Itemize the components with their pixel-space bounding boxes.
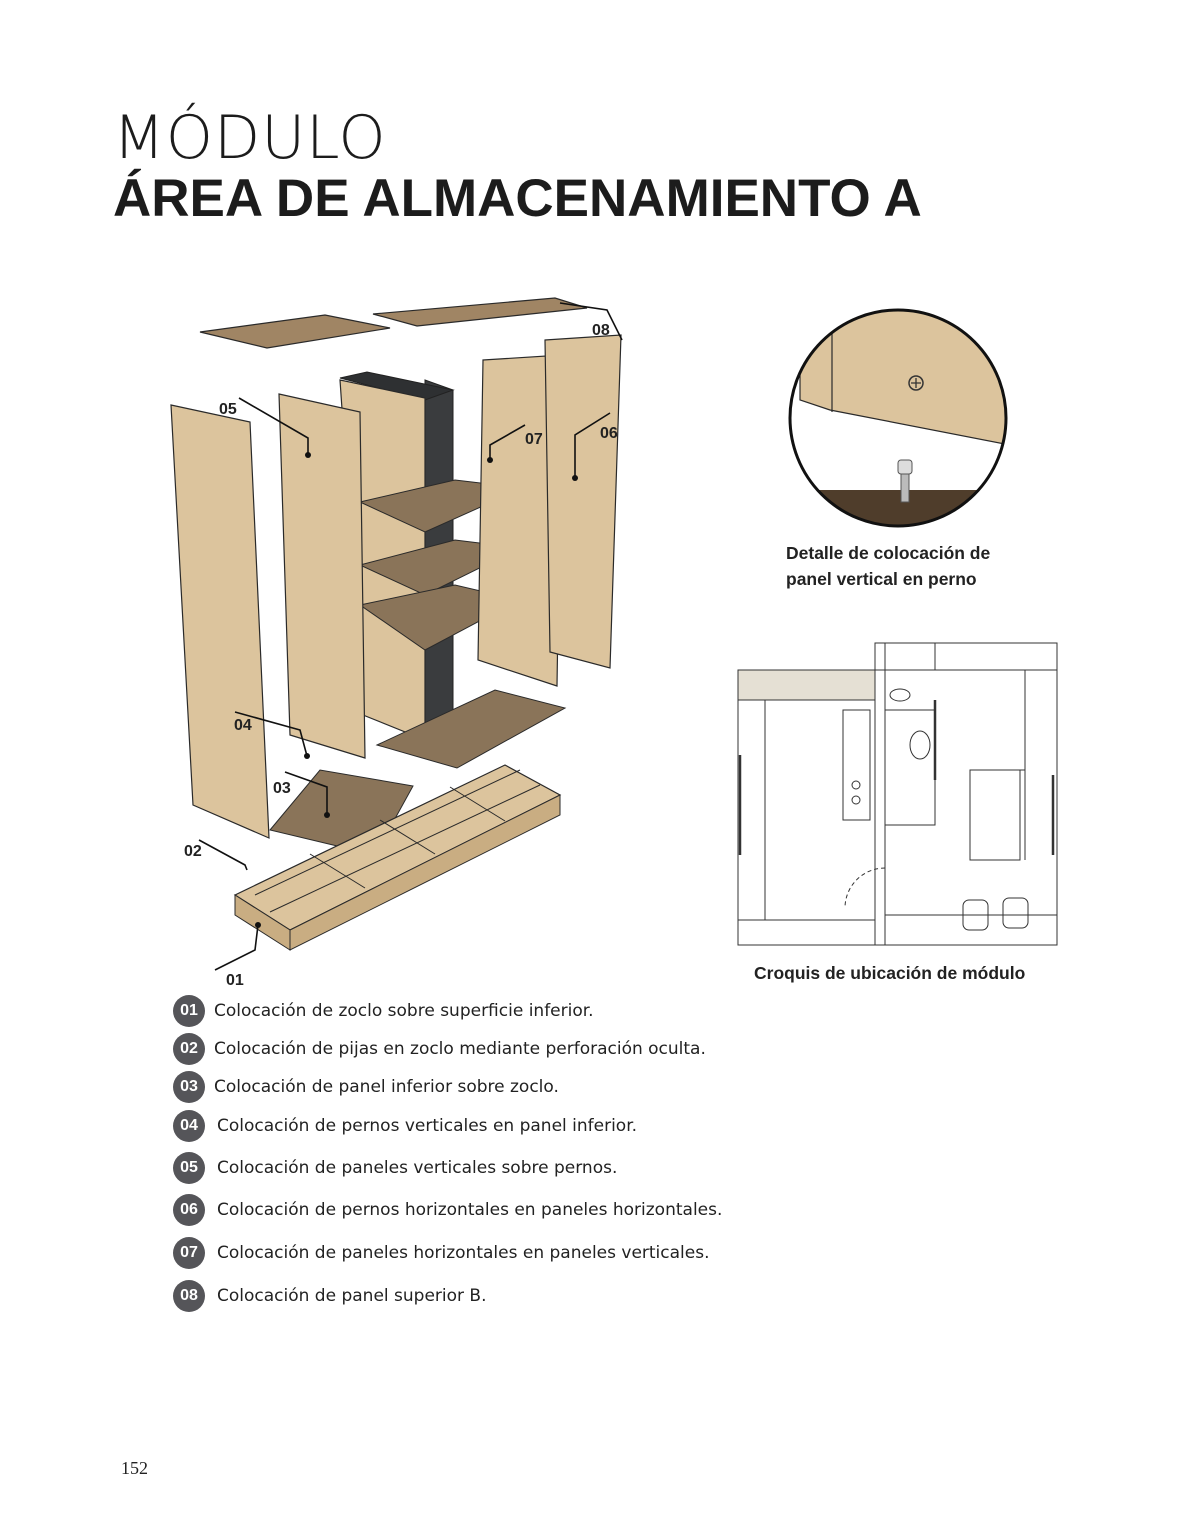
diagram-label-03: 03 xyxy=(273,780,291,797)
detail-caption-line-2: panel vertical en perno xyxy=(786,569,977,589)
step-text: Colocación de paneles verticales sobre pernos. xyxy=(217,1158,618,1178)
diagram-label-02: 02 xyxy=(184,843,202,860)
step-item xyxy=(173,1194,722,1226)
diagram-label-06: 06 xyxy=(600,425,618,442)
title-line-2: ÁREA DE ALMACENAMIENTO A xyxy=(113,169,922,228)
plan-caption: Croquis de ubicación de módulo xyxy=(754,963,1026,983)
title-line-1: MÓDULO xyxy=(113,103,387,173)
diagram-label-01: 01 xyxy=(226,972,244,989)
step-number-badge: 05 xyxy=(173,1152,205,1184)
panel-05 xyxy=(279,394,365,758)
panel-left-outer xyxy=(171,405,269,838)
step-number-badge: 01 xyxy=(173,995,205,1027)
exploded-assembly-diagram xyxy=(95,270,725,1000)
step-item xyxy=(173,1237,710,1269)
page-number: 152 xyxy=(121,1458,148,1478)
detail-caption-line-1: Detalle de colocación de xyxy=(786,543,991,563)
step-item xyxy=(173,1280,487,1312)
top-panel-left xyxy=(200,315,390,348)
panel-06 xyxy=(545,335,621,668)
top-panel-right xyxy=(373,298,587,326)
step-text: Colocación de panel superior B. xyxy=(217,1286,487,1306)
step-text: Colocación de paneles horizontales en paneles verticales. xyxy=(217,1243,710,1263)
step-number-badge: 08 xyxy=(173,1280,205,1312)
step-item xyxy=(173,1110,637,1142)
step-number-badge: 03 xyxy=(173,1071,205,1103)
step-number-badge: 04 xyxy=(173,1110,205,1142)
step-number-badge: 07 xyxy=(173,1237,205,1269)
diagram-label-08: 08 xyxy=(592,322,610,339)
step-text: Colocación de pijas en zoclo mediante perforación oculta. xyxy=(214,1039,706,1059)
step-text: Colocación de pernos verticales en panel inferior. xyxy=(217,1116,638,1136)
step-text: Colocación de pernos horizontales en paneles horizontales. xyxy=(217,1200,723,1220)
step-number-badge: 06 xyxy=(173,1194,205,1226)
step-item xyxy=(173,1033,706,1065)
step-number-badge: 02 xyxy=(173,1033,205,1065)
diagram-label-04: 04 xyxy=(234,717,252,734)
step-text: Colocación de zoclo sobre superficie inferior. xyxy=(214,1001,594,1021)
detail-caption xyxy=(786,540,990,592)
step-item xyxy=(173,1152,617,1184)
diagram-label-07: 07 xyxy=(525,431,543,448)
diagram-label-05: 05 xyxy=(219,401,237,418)
step-item xyxy=(173,1071,559,1103)
floor-plan-sketch xyxy=(735,640,1065,955)
detail-circle-illustration xyxy=(780,300,1020,540)
step-text: Colocación de panel inferior sobre zoclo. xyxy=(214,1077,559,1097)
step-item xyxy=(173,995,594,1027)
